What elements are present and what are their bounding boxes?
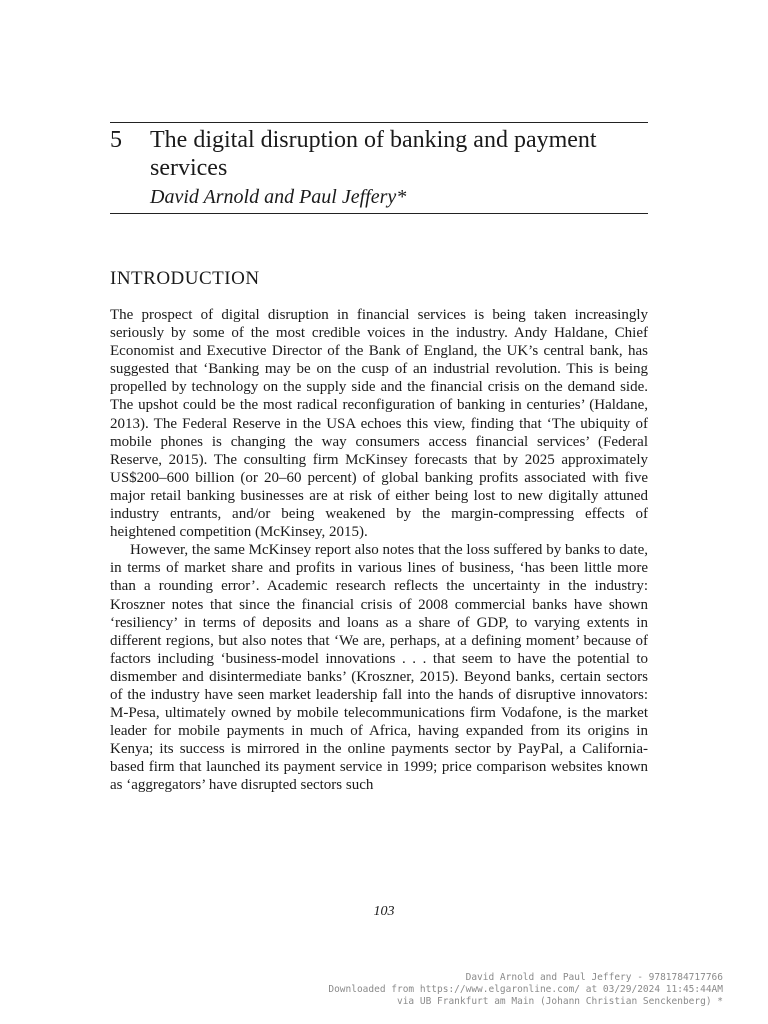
watermark-line: via UB Frankfurt am Main (Johann Christian Senckenberg) *: [396, 996, 723, 1007]
chapter-number: 5: [110, 127, 122, 153]
paragraph: However, the same McKinsey report also notes that the loss suffered by banks to date, in terms of market share and profits in various lines of business, ‘has been little more than a rounding error’. Academic research reflects the uncertainty in the industry: Kroszner notes that since the financial crisis of 2008 commercial banks have shown ‘resiliency’ in terms of deposits and loans as a share of GDP, to varying extents in different regions, but also notes that ‘We are, perhaps, at a defining moment’ because of factors including ‘business-model innovations . . . that seem to have the potential to dismember and disintermediate banks’ (Kroszner, 2015). Beyond banks, certain sectors of the industry have seen market leadership fall into the hands of disruptive innovators: M-Pesa, ultimately owned by mobile telecommunications firm Vodafone, is the market leader for mobile payments in much of Africa, having expanded from its origins in Kenya; its success is mirrored in the online payments sector by PayPal, a California-based firm that launched its payment service in 1999; price comparison websites known as ‘aggregators’ have disrupted sectors such: [110, 542, 648, 794]
watermark-line: David Arnold and Paul Jeffery - 9781784717766: [465, 972, 723, 983]
chapter-top-rule: [110, 122, 648, 123]
body-text: [110, 306, 648, 795]
watermark-line: Downloaded from https://www.elgaronline.com/ at 03/29/2024 11:45:44AM: [328, 984, 723, 995]
page-number: 103: [373, 904, 395, 919]
chapter-title: The digital disruption of banking and payment services: [150, 127, 597, 181]
chapter-authors: David Arnold and Paul Jeffery*: [150, 186, 407, 208]
download-watermark: [328, 972, 723, 1008]
paragraph: The prospect of digital disruption in financial services is being taken increasingly seriously by some of the most credible voices in the industry. Andy Haldane, Chief Economist and Executive Director of the Bank of England, the UK’s central bank, has suggested that ‘Banking may be on the cusp of an industrial revolution. This is being propelled by technology on the supply side and the financial crisis on the demand side. The upshot could be the most radical reconfiguration of banking in centuries’ (Haldane, 2013). The Federal Reserve in the USA echoes this view, finding that ‘The ubiquity of mobile phones is changing the way consumers access financial services’ (Federal Reserve, 2015). The consulting firm McKinsey forecasts that by 2025 approximately US$200–600 billion (or 20–60 percent) of global banking profits associated with five major retail banking businesses are at risk of either being lost to new digitally attuned industry entrants, and/or being weakened by the margin-compressing effects of heightened competition (McKinsey, 2015).: [110, 307, 648, 541]
chapter-bottom-rule: [110, 213, 648, 214]
section-heading: INTRODUCTION: [110, 268, 260, 289]
